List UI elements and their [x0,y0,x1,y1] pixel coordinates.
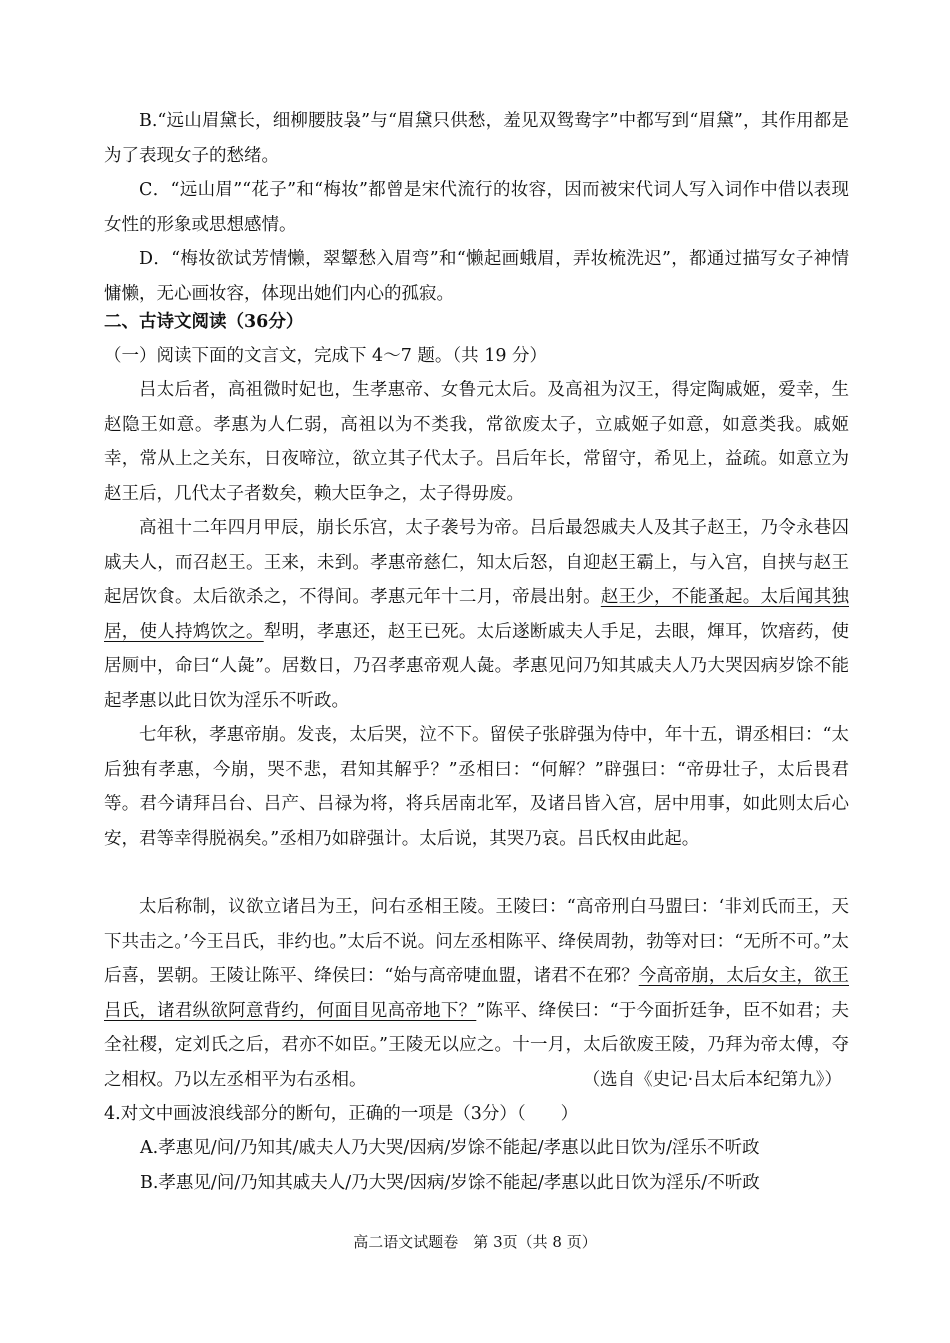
question-4-option-b: B.孝惠见/问/乃知其戚夫人/乃大哭/因病/岁馀不能起/孝惠以此日饮为淫乐/不听政 [140,1173,760,1193]
sub-heading: （一）阅读下面的文言文，完成下 4～7 题。（共 19 分） [104,346,548,366]
paragraph-2-text-a: 高祖十二年四月甲辰，崩长乐宫，太子袭号为帝。吕后最怨戚夫人及其子赵王，乃令永巷囚戚夫人，而召赵王。王来，未到。孝惠帝慈仁，知太后怒，自迎赵王霸上，与入宫，自挟与赵王起居饮食。太后欲杀之，不得间。孝惠元年十二月，帝晨出射。 [104,518,849,608]
underlined-sentence-1: 赵王少，不能蚤起。太后闻其独居，使人持鸩饮之。 [104,587,849,642]
paragraph-2-text-b: 犁明，孝惠还，赵王已死。太后遂断戚夫人手足，去眼，煇耳，饮瘖药，使居厕中，命曰“人彘”。居数日，乃召孝惠帝观人彘。孝惠见问乃知其戚夫人乃大哭因病岁馀不能起孝惠以此日饮为淫乐不听政。 [104,621,850,711]
option-c-text: C．“远山眉”“花子”和“梅妆”都曾是宋代流行的妆容，因而被宋代词人写入词作中借以表现女性的形象或思想感情。 [104,180,849,235]
page-footer: 高二语文试题卷 第 3页（共 8 页） [353,1233,597,1251]
option-b-text: B.“远山眉黛长，细柳腰肢袅”与“眉黛只供愁，羞见双鸳鸯字”中都写到“眉黛”，其作用都是为了表现女子的愁绪。 [104,111,849,166]
paragraph-4-text-b: ”陈平、绛侯曰：“于今面折廷争，臣不如君；夫全社稷，定刘氏之后，君亦不如臣。”王陵无以应之。十一月，太后欲废王陵，乃拜为帝太傅，夺之相权。乃以左丞相平为右丞相。 [104,1000,849,1090]
paragraph-4-text-a: 太后称制，议欲立诸吕为王，问右丞相王陵。王陵曰：“高帝刑白马盟曰：‘非刘氏而王，天下共击之。’今王吕氏，非约也。”太后不说。问左丞相陈平、绛侯周勃，勃等对曰：“无所不可。”太后喜，罢朝。王陵让陈平、绛侯曰：“始与高帝啑血盟，诸君不在邪？ [104,897,849,987]
option-d-text: D．“梅妆欲试芳情懒，翠颦愁入眉弯”和“懒起画蛾眉，弄妆梳洗迟”，都通过描写女子神情慵懒，无心画妆容，体现出她们内心的孤寂。 [104,249,849,304]
question-4: 4.对文中画波浪线部分的断句，正确的一项是（3分）（ ） [104,1104,579,1124]
passage-paragraph-3: 七年秋，孝惠帝崩。发丧，太后哭，泣不下。留侯子张辟强为侍中，年十五，谓丞相曰：“太后独有孝惠，今崩，哭不悲，君知其解乎？”丞相曰：“何解？”辟强曰：“帝毋壮子，太后畏君等。君今请拜吕台、吕产、吕禄为将，将兵居南北军，及诸吕皆入宫，居中用事，如此则太后心安，君等幸得脱祸矣。”丞相乃如辟强计。太后说，其哭乃哀。吕氏权由此起。 [104,725,849,849]
section-heading: 二、古诗文阅读（36分） [104,312,304,332]
underlined-sentence-2: 今高帝崩，太后女主，欲王吕氏，诸君纵欲阿意背约，何面目见高帝地下？ [104,966,849,1021]
passage-paragraph-1: 吕太后者，高祖微时妃也，生孝惠帝、女鲁元太后。及高祖为汉王，得定陶戚姬，爱幸，生赵隐王如意。孝惠为人仁弱，高祖以为不类我，常欲废太子，立戚姬子如意，如意类我。戚姬幸，常从上之关东，日夜啼泣，欲立其子代太子。吕后年长，常留守，希见上，益疏。如意立为赵王后，几代太子者数矣，赖大臣争之，太子得毋废。 [104,380,849,504]
source-citation: （选自《史记·吕太后本纪第九》） [582,1070,842,1090]
question-4-option-a: A.孝惠见/问/乃知其/戚夫人乃大哭/因病/岁馀不能起/孝惠以此日饮为/淫乐不听政 [140,1138,760,1158]
passage-paragraph-2 [104,511,849,719]
